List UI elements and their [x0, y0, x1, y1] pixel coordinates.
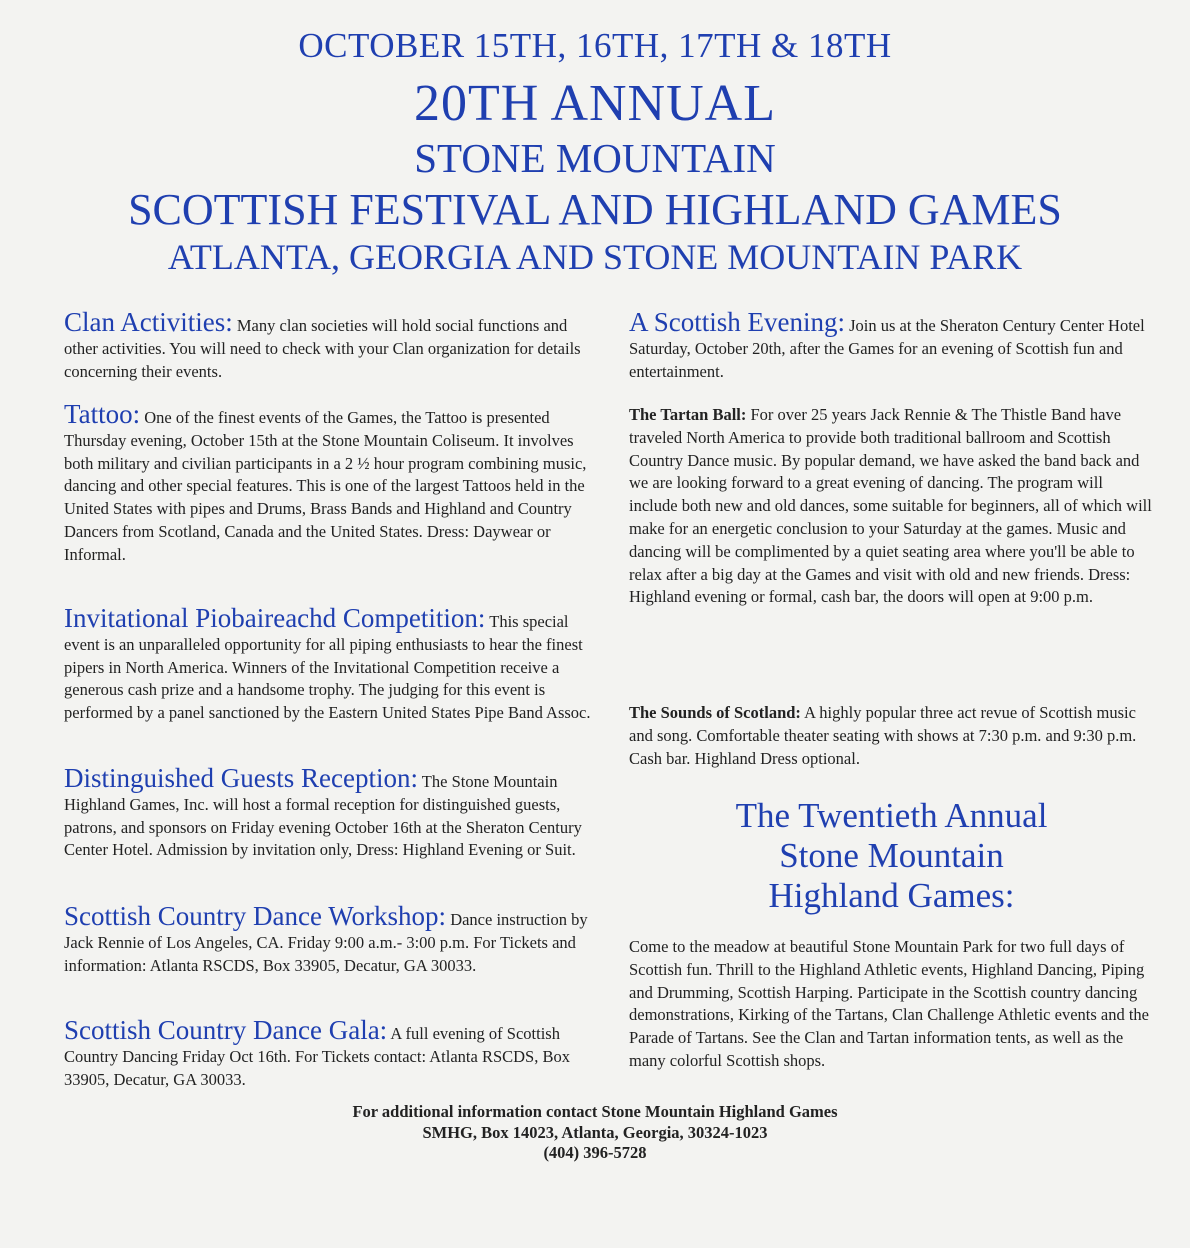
- guests-reception-heading: Distinguished Guests Reception:: [64, 763, 418, 793]
- header-festival: SCOTTISH FESTIVAL AND HIGHLAND GAMES: [128, 185, 1062, 234]
- tartan-ball-heading: The Tartan Ball:: [629, 405, 747, 424]
- header-stone-mountain: STONE MOUNTAIN: [414, 135, 776, 181]
- footer-phone: (404) 396-5728: [543, 1143, 647, 1162]
- guests-reception-body: The Stone Mountain Highland Games, Inc. will host a formal reception for distinguished guests, patrons, and sponsors on Friday evening October 16th at the Sheraton Century Center Hotel. Admission by invitation only, Dress: Highland Evening or Suit.: [64, 772, 582, 860]
- dance-gala-body: A full evening of Scottish Country Dancing Friday Oct 16th. For Tickets contact: Atlanta RSCDS, Box 33905, Decatur, GA 30033.: [64, 1024, 570, 1089]
- dance-gala-heading: Scottish Country Dance Gala:: [64, 1015, 388, 1045]
- footer-contact-line: For additional information contact Stone Mountain Highland Games: [352, 1102, 838, 1121]
- meadow-description: Come to the meadow at beautiful Stone Mountain Park for two full days of Scottish fun. Thrill to the Highland Athletic events, Highland Dancing, Piping and Drumming, Scottish Harping. Participate in the Scottish country dancing demonstrations, Kirking of the Tartans, Clan Challenge Athletic events and the Parade of Tartans. See the Clan and Tartan information tents, as well as the many colorful Scottish shops.: [629, 937, 1150, 1070]
- tattoo-body: One of the finest events of the Games, the Tattoo is presented Thursday evening, October 15th at the Stone Mountain Coliseum. It involves both military and civilian participants in a 2 ½ hour program combining music, dancing and other special features. This is one of the largest Tattoos held in the United States with pipes and Drums, Brass Bands and Highland and Country Dancers from Scotland, Canada and the United States. Dress: Daywear or Informal.: [64, 408, 587, 564]
- highland-games-subtitle: [629, 796, 1154, 916]
- subtitle-line-3: Highland Games:: [768, 876, 1015, 915]
- clan-activities-section: [64, 308, 594, 383]
- dance-workshop-heading: Scottish Country Dance Workshop:: [64, 901, 447, 931]
- header-dates: OCTOBER 15TH, 16TH, 17TH & 18TH: [298, 26, 892, 65]
- clan-activities-heading: Clan Activities:: [64, 307, 233, 337]
- sounds-of-scotland-heading: The Sounds of Scotland:: [629, 703, 801, 722]
- header-location: ATLANTA, GEORGIA AND STONE MOUNTAIN PARK: [167, 237, 1023, 277]
- subtitle-line-1: The Twentieth Annual: [735, 796, 1048, 835]
- tartan-ball-body: For over 25 years Jack Rennie & The Thistle Band have traveled North America to provide both traditional ballroom and Scottish Country Dance music. By popular demand, we have asked the band back and we are looking forward to a great evening of dancing. The program will include both new and old dances, some suitable for beginners, all of which will make for an energetic conclusion to your Saturday at the games. Music and dancing will be complimented by a quiet seating area where you'll be able to relax after a big day at the Games and visit with old and new friends. Dress: Highland evening or formal, cash bar, the doors will open at 9:00 p.m.: [629, 405, 1152, 607]
- contact-footer: [0, 1102, 1190, 1164]
- piobaireachd-body: This special event is an unparalleled opportunity for all piping enthusiasts to hear the finest pipers in North America. Winners of the Invitational Competition receive a generous cash prize and a handsome trophy. The judging for this event is performed by a panel sanctioned by the Eastern United States Pipe Band Assoc.: [64, 612, 591, 723]
- sounds-of-scotland-section: [629, 702, 1154, 770]
- scottish-evening-heading: A Scottish Evening:: [629, 307, 845, 337]
- clan-activities-body: Many clan societies will hold social functions and other activities. You will need to check with your Clan organization for details concerning their events.: [64, 316, 581, 381]
- guests-reception-section: [64, 764, 594, 862]
- dance-gala-section: [64, 1016, 594, 1091]
- scottish-evening-body: Join us at the Sheraton Century Center Hotel Saturday, October 20th, after the Games for an evening of Scottish fun and entertainment.: [629, 316, 1145, 381]
- tattoo-heading: Tattoo:: [64, 399, 141, 429]
- sounds-of-scotland-body: A highly popular three act revue of Scottish music and song. Comfortable theater seating with shows at 7:30 p.m. and 9:30 p.m. Cash bar. Highland Dress optional.: [629, 703, 1137, 768]
- piobaireachd-heading: Invitational Piobaireachd Competition:: [64, 603, 486, 633]
- dance-workshop-body: Dance instruction by Jack Rennie of Los Angeles, CA. Friday 9:00 a.m.- 3:00 p.m. For Tickets and information: Atlanta RSCDS, Box 33905, Decatur, GA 30033.: [64, 910, 588, 975]
- footer-address: SMHG, Box 14023, Atlanta, Georgia, 30324-1023: [422, 1122, 768, 1142]
- dance-workshop-section: [64, 902, 594, 977]
- tartan-ball-section: [629, 404, 1154, 609]
- subtitle-line-2: Stone Mountain: [779, 836, 1004, 875]
- piobaireachd-section: [64, 604, 594, 725]
- tattoo-section: [64, 400, 594, 567]
- header-annual: 20TH ANNUAL: [414, 75, 776, 132]
- scottish-evening-section: [629, 308, 1154, 383]
